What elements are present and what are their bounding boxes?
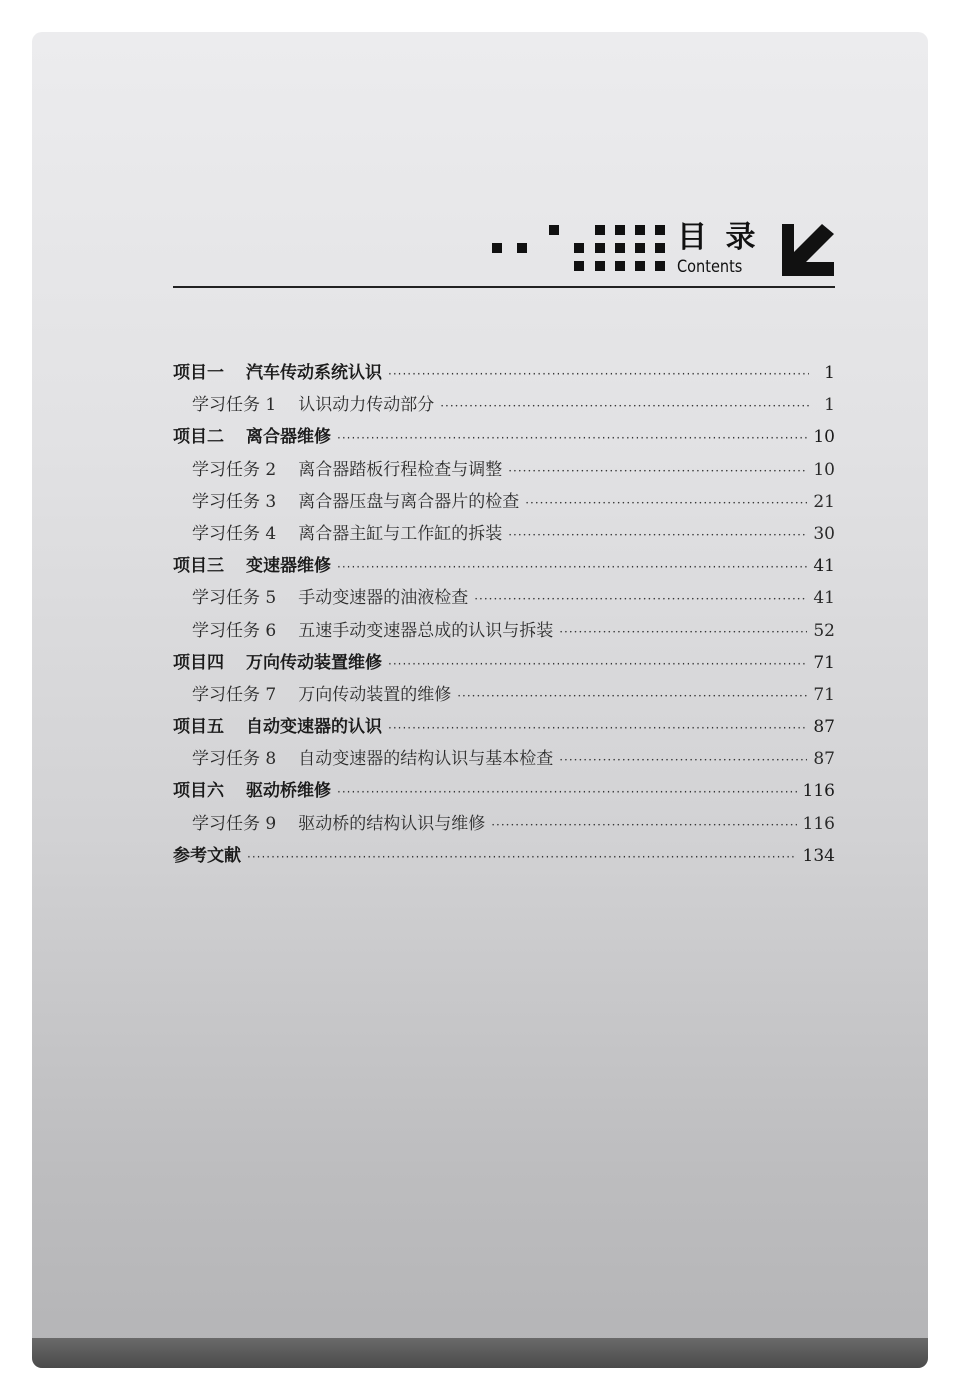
entry-label: 项目一 [173, 363, 224, 383]
entry-title: 认识动力传动部分 [298, 395, 435, 416]
dot-leader [559, 625, 807, 639]
entry-title: 五速手动变速器总成的认识与拆装 [298, 620, 554, 641]
entry-page-number: 71 [813, 684, 835, 705]
entry-page-number: 1 [824, 363, 835, 383]
table-of-contents [173, 358, 835, 873]
dot-leader [337, 785, 797, 799]
entry-label: 学习任务 6 [192, 620, 277, 641]
toc-task-entry[interactable] [173, 616, 835, 648]
entry-label: 学习任务 3 [192, 491, 277, 512]
toc-project-entry[interactable] [173, 648, 835, 680]
toc-task-entry[interactable] [173, 390, 835, 422]
entry-title: 汽车传动系统认识 [246, 363, 382, 383]
toc-references-entry[interactable] [173, 841, 835, 873]
entry-title: 驱动桥的结构认识与维修 [298, 813, 486, 834]
dot-leader [491, 818, 796, 832]
dot-leader [388, 367, 809, 381]
toc-task-entry[interactable] [173, 519, 835, 551]
entry-page-number: 1 [824, 395, 835, 416]
entry-page-number: 87 [813, 717, 835, 738]
entry-title: 离合器压盘与离合器片的检查 [298, 491, 520, 512]
entry-title: 离合器主缸与工作缸的拆装 [298, 523, 503, 544]
entry-title: 离合器维修 [246, 427, 331, 448]
entry-page-number: 41 [813, 588, 835, 609]
arrow-down-left-icon [782, 224, 838, 276]
entry-label: 学习任务 8 [192, 749, 277, 770]
entry-title: 驱动桥维修 [246, 781, 331, 802]
entry-label: 学习任务 2 [192, 459, 277, 480]
toc-project-entry[interactable] [173, 551, 835, 583]
entry-label: 项目三 [173, 556, 224, 577]
entry-page-number: 134 [802, 845, 835, 866]
entry-page-number: 116 [802, 781, 835, 802]
toc-project-entry[interactable] [173, 776, 835, 808]
dot-leader [525, 496, 807, 510]
entry-page-number: 30 [813, 523, 835, 544]
toc-task-entry[interactable] [173, 809, 835, 841]
toc-project-entry[interactable] [173, 422, 835, 454]
dot-leader [508, 464, 807, 478]
entry-page-number: 21 [813, 491, 835, 512]
entry-page-number: 71 [813, 652, 835, 673]
dot-leader [247, 850, 797, 864]
page-title: 目 录 [677, 220, 760, 255]
entry-label: 学习任务 9 [192, 813, 277, 834]
toc-task-entry[interactable] [173, 455, 835, 487]
entry-label: 学习任务 1 [192, 395, 277, 416]
toc-project-entry[interactable] [173, 358, 835, 390]
entry-label: 学习任务 7 [192, 684, 277, 705]
entry-page-number: 116 [802, 813, 835, 834]
toc-task-entry[interactable] [173, 583, 835, 615]
entry-label: 参考文献 [173, 845, 241, 866]
toc-task-entry[interactable] [173, 744, 835, 776]
entry-title: 离合器踏板行程检查与调整 [298, 459, 503, 480]
entry-label: 项目五 [173, 717, 224, 738]
page-subtitle: Contents [677, 257, 743, 277]
entry-title: 变速器维修 [246, 556, 331, 577]
dot-leader [508, 528, 807, 542]
toc-project-entry[interactable] [173, 712, 835, 744]
entry-label: 项目二 [173, 427, 224, 448]
entry-page-number: 52 [813, 620, 835, 641]
entry-title: 手动变速器的油液检查 [298, 588, 469, 609]
book-page [32, 32, 928, 1368]
entry-title: 自动变速器的认识 [246, 717, 382, 738]
dot-leader [559, 753, 807, 767]
dot-leader [388, 721, 807, 735]
entry-title: 自动变速器的结构认识与基本检查 [298, 749, 554, 770]
entry-title: 万向传动装置的维修 [298, 684, 452, 705]
toc-task-entry[interactable] [173, 680, 835, 712]
dot-leader [337, 431, 807, 445]
header-divider [173, 286, 835, 288]
entry-page-number: 87 [813, 749, 835, 770]
dot-leader [474, 592, 807, 606]
entry-page-number: 10 [813, 427, 835, 448]
entry-label: 项目四 [173, 652, 224, 673]
entry-page-number: 41 [813, 556, 835, 577]
page-bottom-band [32, 1338, 928, 1368]
toc-task-entry[interactable] [173, 487, 835, 519]
entry-title: 万向传动装置维修 [246, 652, 382, 673]
dot-leader [337, 560, 807, 574]
entry-label: 项目六 [173, 781, 224, 802]
entry-label: 学习任务 4 [192, 523, 277, 544]
dot-leader [388, 657, 807, 671]
entry-page-number: 10 [813, 459, 835, 480]
dot-leader [440, 399, 809, 413]
entry-label: 学习任务 5 [192, 588, 277, 609]
dot-leader [457, 689, 807, 703]
